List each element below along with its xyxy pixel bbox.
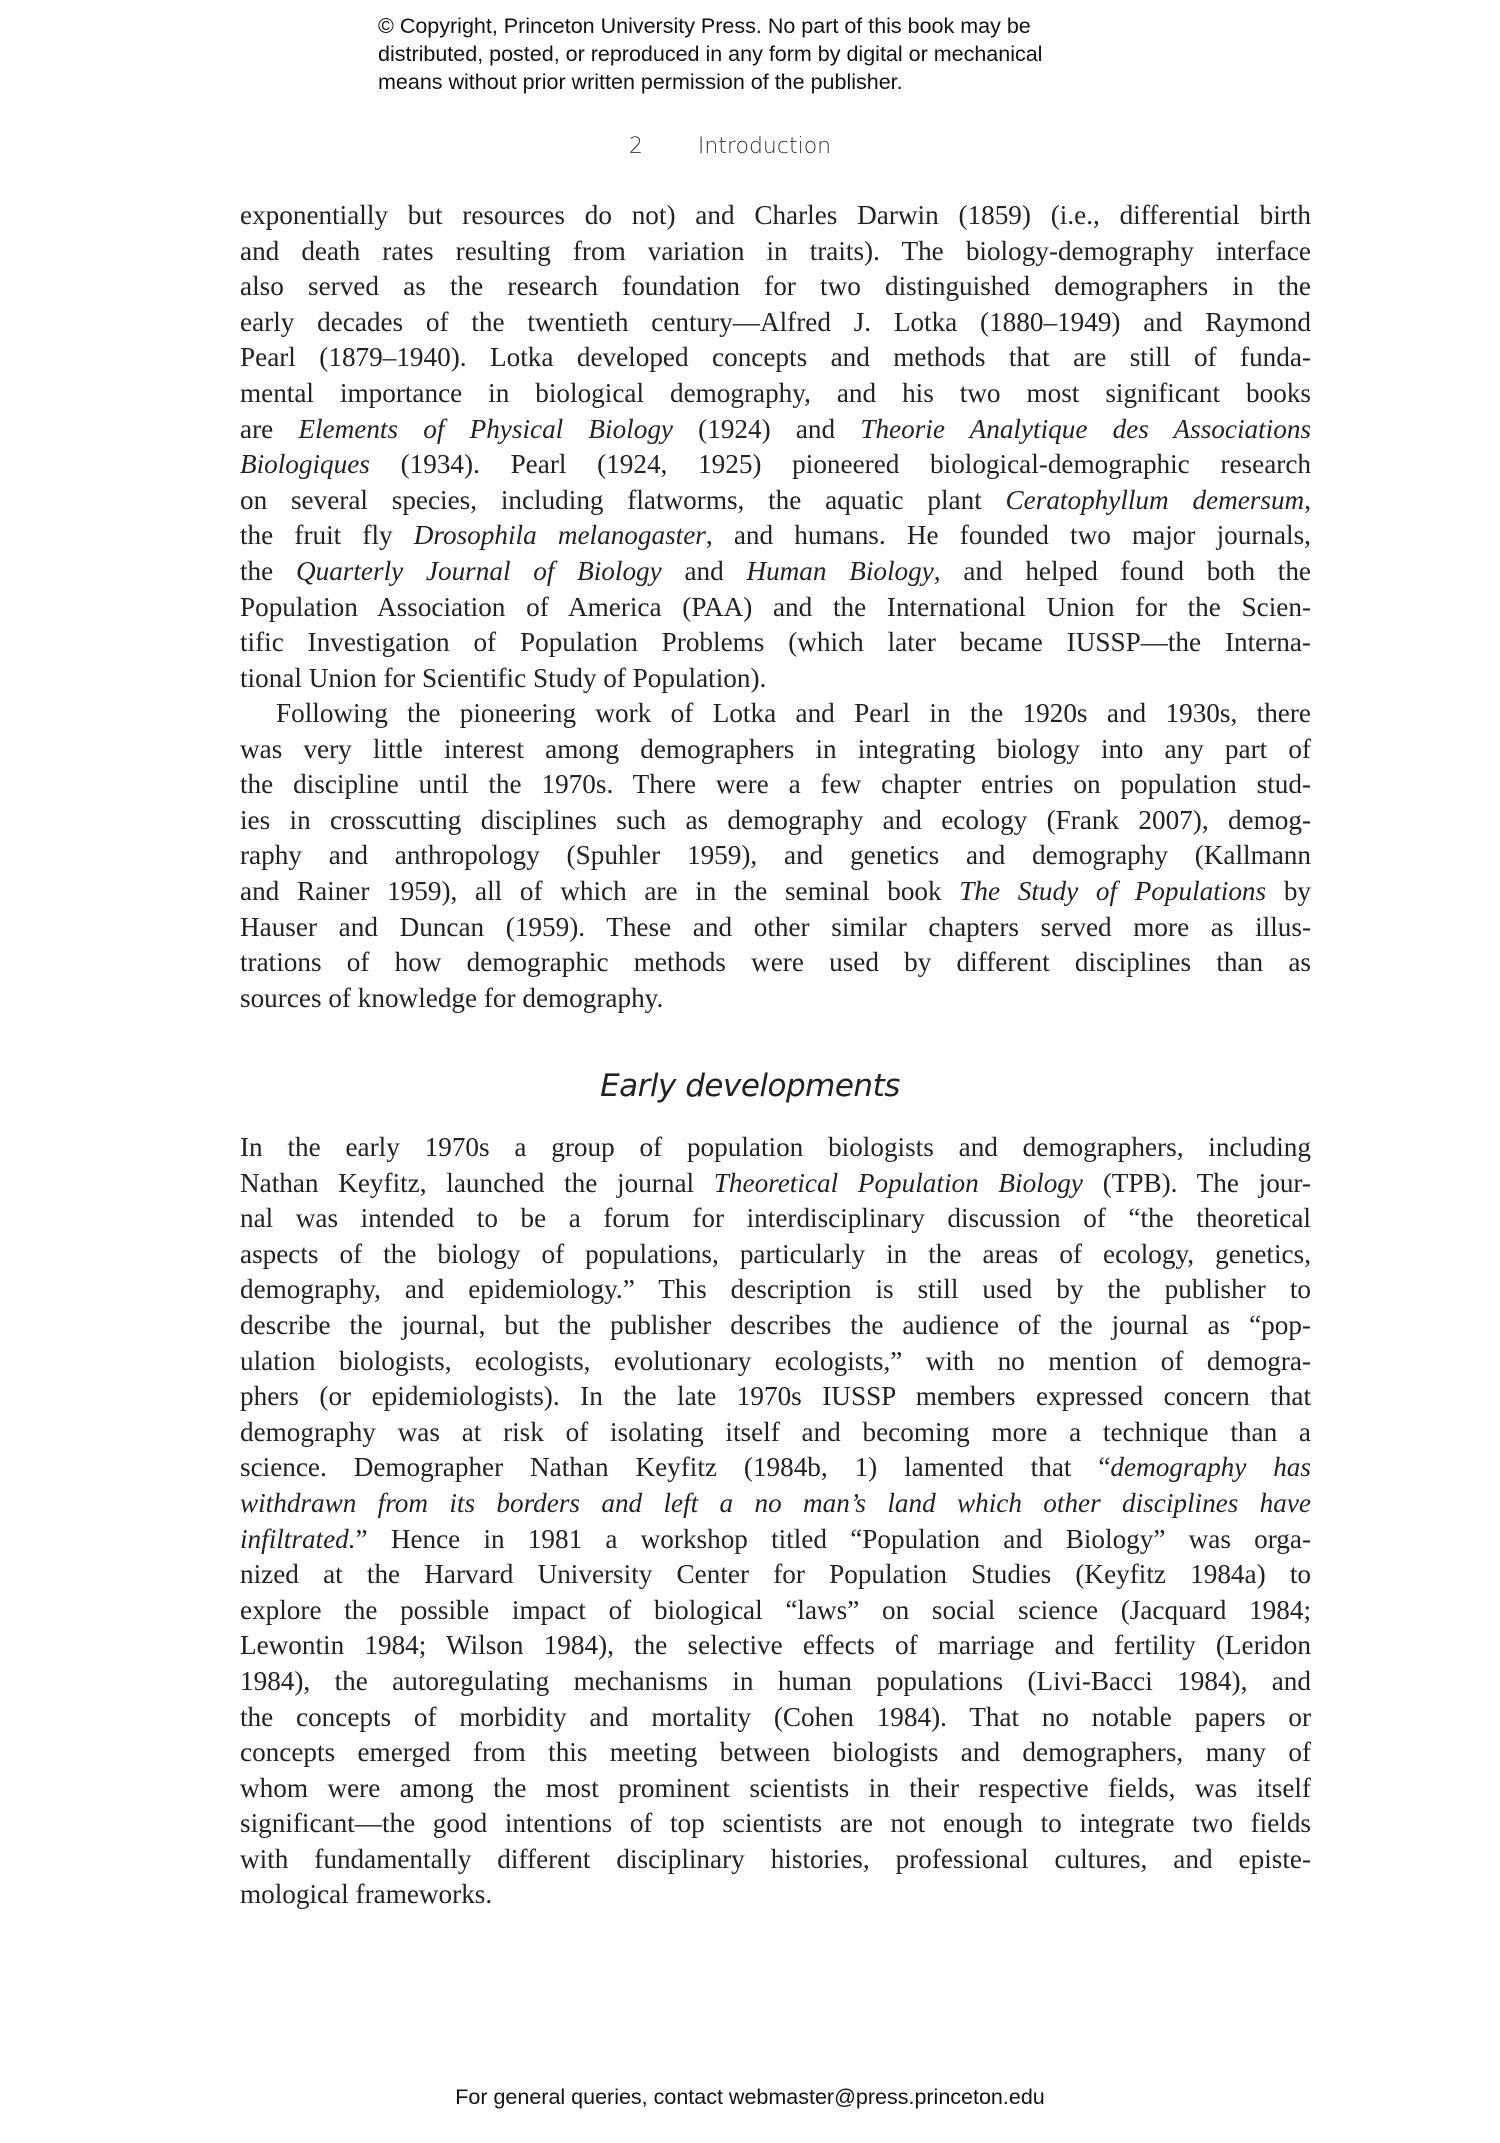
italic-title: Human Biology <box>746 555 934 586</box>
italic-title: Theorie Analytique des Associations <box>860 413 1311 444</box>
text-line: and Rainer 1959), all of which are in the seminal book The Study of Populations by <box>240 875 1312 906</box>
text-line: 1984), the autoregulating mechanisms in human populations (Livi-Bacci 1984), and <box>240 1665 1311 1696</box>
text-line: with fundamentally different disciplinary histories, professional cultures, and episte- <box>240 1843 1311 1874</box>
italic-title: Quarterly Journal of Biology <box>295 555 662 586</box>
text-line: trations of how demographic methods were used by different disciplines than as <box>240 947 1311 978</box>
text-line: the Quarterly Journal of Biology and Human Biology, and helped found both the <box>240 555 1311 586</box>
text-line: nized at the Harvard University Center for Population Studies (Keyfitz 1984a) to <box>240 1559 1311 1590</box>
text-line: was very little interest among demographers in integrating biology into any part of <box>240 733 1311 764</box>
text-line: phers (or epidemiologists). In the late 1970s IUSSP members expressed concern that <box>240 1381 1311 1412</box>
text-line: sources of knowledge for demography. <box>240 982 664 1013</box>
italic-title: Drosophila melanogaster <box>413 520 706 551</box>
italic-title: infiltrated. <box>240 1523 356 1554</box>
italic-title: Biologiques <box>240 449 370 480</box>
text-line: aspects of the biology of populations, particularly in the areas of ecology, genetics, <box>240 1238 1311 1269</box>
italic-title: withdrawn from its borders and left a no man’s land which other disciplines have <box>240 1487 1311 1518</box>
text-line: exponentially but resources do not) and Charles Darwin (1859) (i.e., differential birth <box>240 200 1311 230</box>
text-line: Nathan Keyfitz, launched the journal Theoretical Population Biology (TPB). The jour- <box>240 1167 1311 1198</box>
text-line: demography, and epidemiology.” This description is still used by the publisher to <box>240 1274 1311 1305</box>
text-line: Hauser and Duncan (1959). These and other similar chapters served more as illus- <box>240 911 1311 942</box>
copyright-line: distributed, posted, or reproduced in any form by digital or mechanical <box>378 42 1043 66</box>
text-line: tific Investigation of Population Problems (which later became IUSSP—the Interna- <box>240 627 1311 658</box>
italic-title: Ceratophyllum demersum <box>1005 484 1305 515</box>
text-line: mological frameworks. <box>240 1879 493 1910</box>
text-line: Population Association of America (PAA) and the International Union for the Scien- <box>240 591 1311 622</box>
copyright-line: means without prior written permission of the publisher. <box>378 70 903 94</box>
text-line: mental importance in biological demography, and his two most significant books <box>240 377 1311 408</box>
text-line: In the early 1970s a group of population biologists and demographers, including <box>240 1132 1311 1162</box>
copyright-line: © Copyright, Princeton University Press. No part of this book may be <box>378 14 1031 38</box>
text-line: nal was intended to be a forum for interdisciplinary discussion of “the theoretical <box>240 1203 1311 1234</box>
text-line: are Elements of Physical Biology (1924) and Theorie Analytique des Associations <box>240 413 1311 444</box>
footer-contact: For general queries, contact webmaster@press.princeton.edu <box>455 2085 1045 2109</box>
text-line: on several species, including flatworms, the aquatic plant Ceratophyllum demersum, <box>240 484 1311 515</box>
text-line: concepts emerged from this meeting between biologists and demographers, many of <box>240 1737 1311 1768</box>
running-head <box>0 134 1500 159</box>
text-line: science. Demographer Nathan Keyfitz (1984b, 1) lamented that “demography has <box>240 1452 1311 1483</box>
text-line: Biologiques (1934). Pearl (1924, 1925) pioneered biological-demographic research <box>240 449 1311 480</box>
text-line: demography was at risk of isolating itself and becoming more a technique than a <box>240 1416 1311 1447</box>
text-line: explore the possible impact of biological “laws” on social science (Jacquard 1984; <box>240 1594 1311 1625</box>
text-line: infiltrated.” Hence in 1981 a workshop titled “Population and Biology” was orga- <box>240 1523 1311 1554</box>
paragraph-1 <box>240 198 1311 696</box>
text-line: Following the pioneering work of Lotka and Pearl in the 1920s and 1930s, there <box>276 698 1311 728</box>
text-line: the concepts of morbidity and mortality (Cohen 1984). That no notable papers or <box>240 1701 1311 1732</box>
text-line: also served as the research foundation for two distinguished demographers in the <box>240 271 1311 302</box>
text-line: describe the journal, but the publisher describes the audience of the journal as “pop- <box>240 1309 1311 1340</box>
italic-title: demography has <box>1110 1452 1311 1483</box>
section-heading: Early developments <box>600 1068 900 1104</box>
paragraph-2 <box>240 696 1311 1016</box>
text-line: Pearl (1879–1940). Lotka developed concepts and methods that are still of funda- <box>240 342 1311 373</box>
text-line: raphy and anthropology (Spuhler 1959), and genetics and demography (Kallmann <box>240 840 1311 871</box>
text-line: whom were among the most prominent scientists in their respective fields, was itself <box>240 1772 1311 1803</box>
text-line: tional Union for Scientific Study of Population). <box>240 662 767 693</box>
text-line: and death rates resulting from variation in traits). The biology-demography interface <box>240 235 1311 266</box>
italic-title: The Study of Populations <box>959 875 1267 906</box>
text-line: Lewontin 1984; Wilson 1984), the selective effects of marriage and fertility (Leridon <box>240 1630 1311 1661</box>
paragraph-3 <box>240 1130 1311 1913</box>
copyright-notice <box>378 12 1138 96</box>
text-line: ies in crosscutting disciplines such as demography and ecology (Frank 2007), demog- <box>240 804 1311 835</box>
text-line: significant—the good intentions of top scientists are not enough to integrate two fields <box>240 1808 1311 1839</box>
chapter-title: Introduction <box>697 134 832 159</box>
text-line <box>240 1486 1311 1522</box>
italic-title: Elements of Physical Biology <box>298 413 673 444</box>
text-line: the discipline until the 1970s. There were a few chapter entries on population stud- <box>240 769 1311 800</box>
text-line: ulation biologists, ecologists, evolutionary ecologists,” with no mention of demogra- <box>240 1345 1311 1376</box>
text-line: early decades of the twentieth century—Alfred J. Lotka (1880–1949) and Raymond <box>240 306 1311 337</box>
italic-title: Theoretical Population Biology <box>713 1167 1083 1198</box>
text-line: the fruit fly Drosophila melanogaster, and humans. He founded two major journals, <box>240 520 1311 551</box>
page-number: 2 <box>628 134 643 159</box>
